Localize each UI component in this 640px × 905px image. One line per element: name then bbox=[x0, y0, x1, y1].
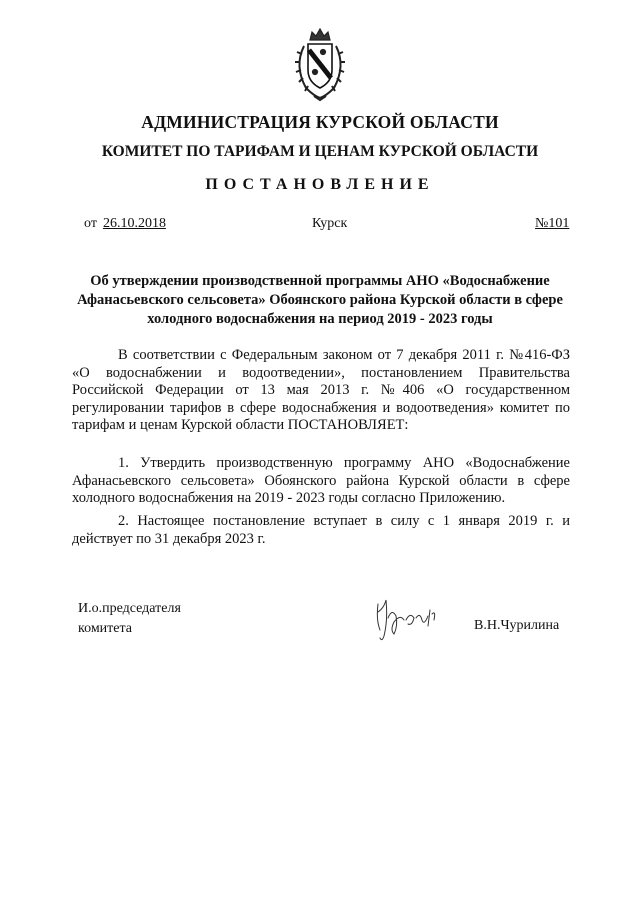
handwritten-signature bbox=[370, 590, 460, 646]
signatory-position-line-1: И.о.председателя bbox=[78, 601, 181, 616]
committee-title: КОМИТЕТ ПО ТАРИФАМ И ЦЕНАМ КУРСКОЙ ОБЛАСТИ bbox=[101, 143, 539, 160]
date-prefix: от bbox=[84, 216, 97, 231]
body-paragraph-1: В соответствии с Федеральным законом от 7 декабря 2011 г. №416-ФЗ «О водоснабжении и водоотведении», постановлением Правительства Российской Федерации от 13 мая 2013 г. №406 «О государственном регулировании тарифов в сфере водоснабжения и водоотведения» комитет по тарифам и ценам Курской области ПОСТАНОВЛЯЕТ: bbox=[72, 347, 570, 433]
signatory-name: В.Н.Чурилина bbox=[474, 618, 560, 633]
body-paragraph-2: 1. Утвердить производственную программу АНО «Водоснабжение Афанасьевского сельсовета» Обоянского района Курской области в сфере холодного водоснабжения на 2019 - 2023 годы согласно Приложению. bbox=[72, 455, 570, 506]
document-subject: Об утверждении производственной программы АНО «Водоснабжение Афанасьевского сельсовета» Обоянского района Курской области в сфере холодного водоснабжения на период 2019 - 2023 годы bbox=[77, 273, 563, 327]
signatory-position-line-2: комитета bbox=[78, 621, 133, 636]
document-date: 26.10.2018 bbox=[102, 216, 166, 231]
administration-title: АДМИНИСТРАЦИЯ КУРСКОЙ ОБЛАСТИ bbox=[141, 112, 499, 132]
date-line bbox=[84, 216, 166, 232]
document-city: Курск bbox=[312, 216, 348, 231]
signatory-position bbox=[78, 599, 181, 639]
document-number: №101 bbox=[535, 216, 570, 231]
coat-of-arms-emblem bbox=[288, 26, 352, 102]
document-type-title: ПОСТАНОВЛЕНИЕ bbox=[205, 176, 435, 193]
body-paragraph-3: 2. Настоящее постановление вступает в силу с 1 января 2019 г. и действует по 31 декабря 2023 г. bbox=[72, 513, 570, 547]
